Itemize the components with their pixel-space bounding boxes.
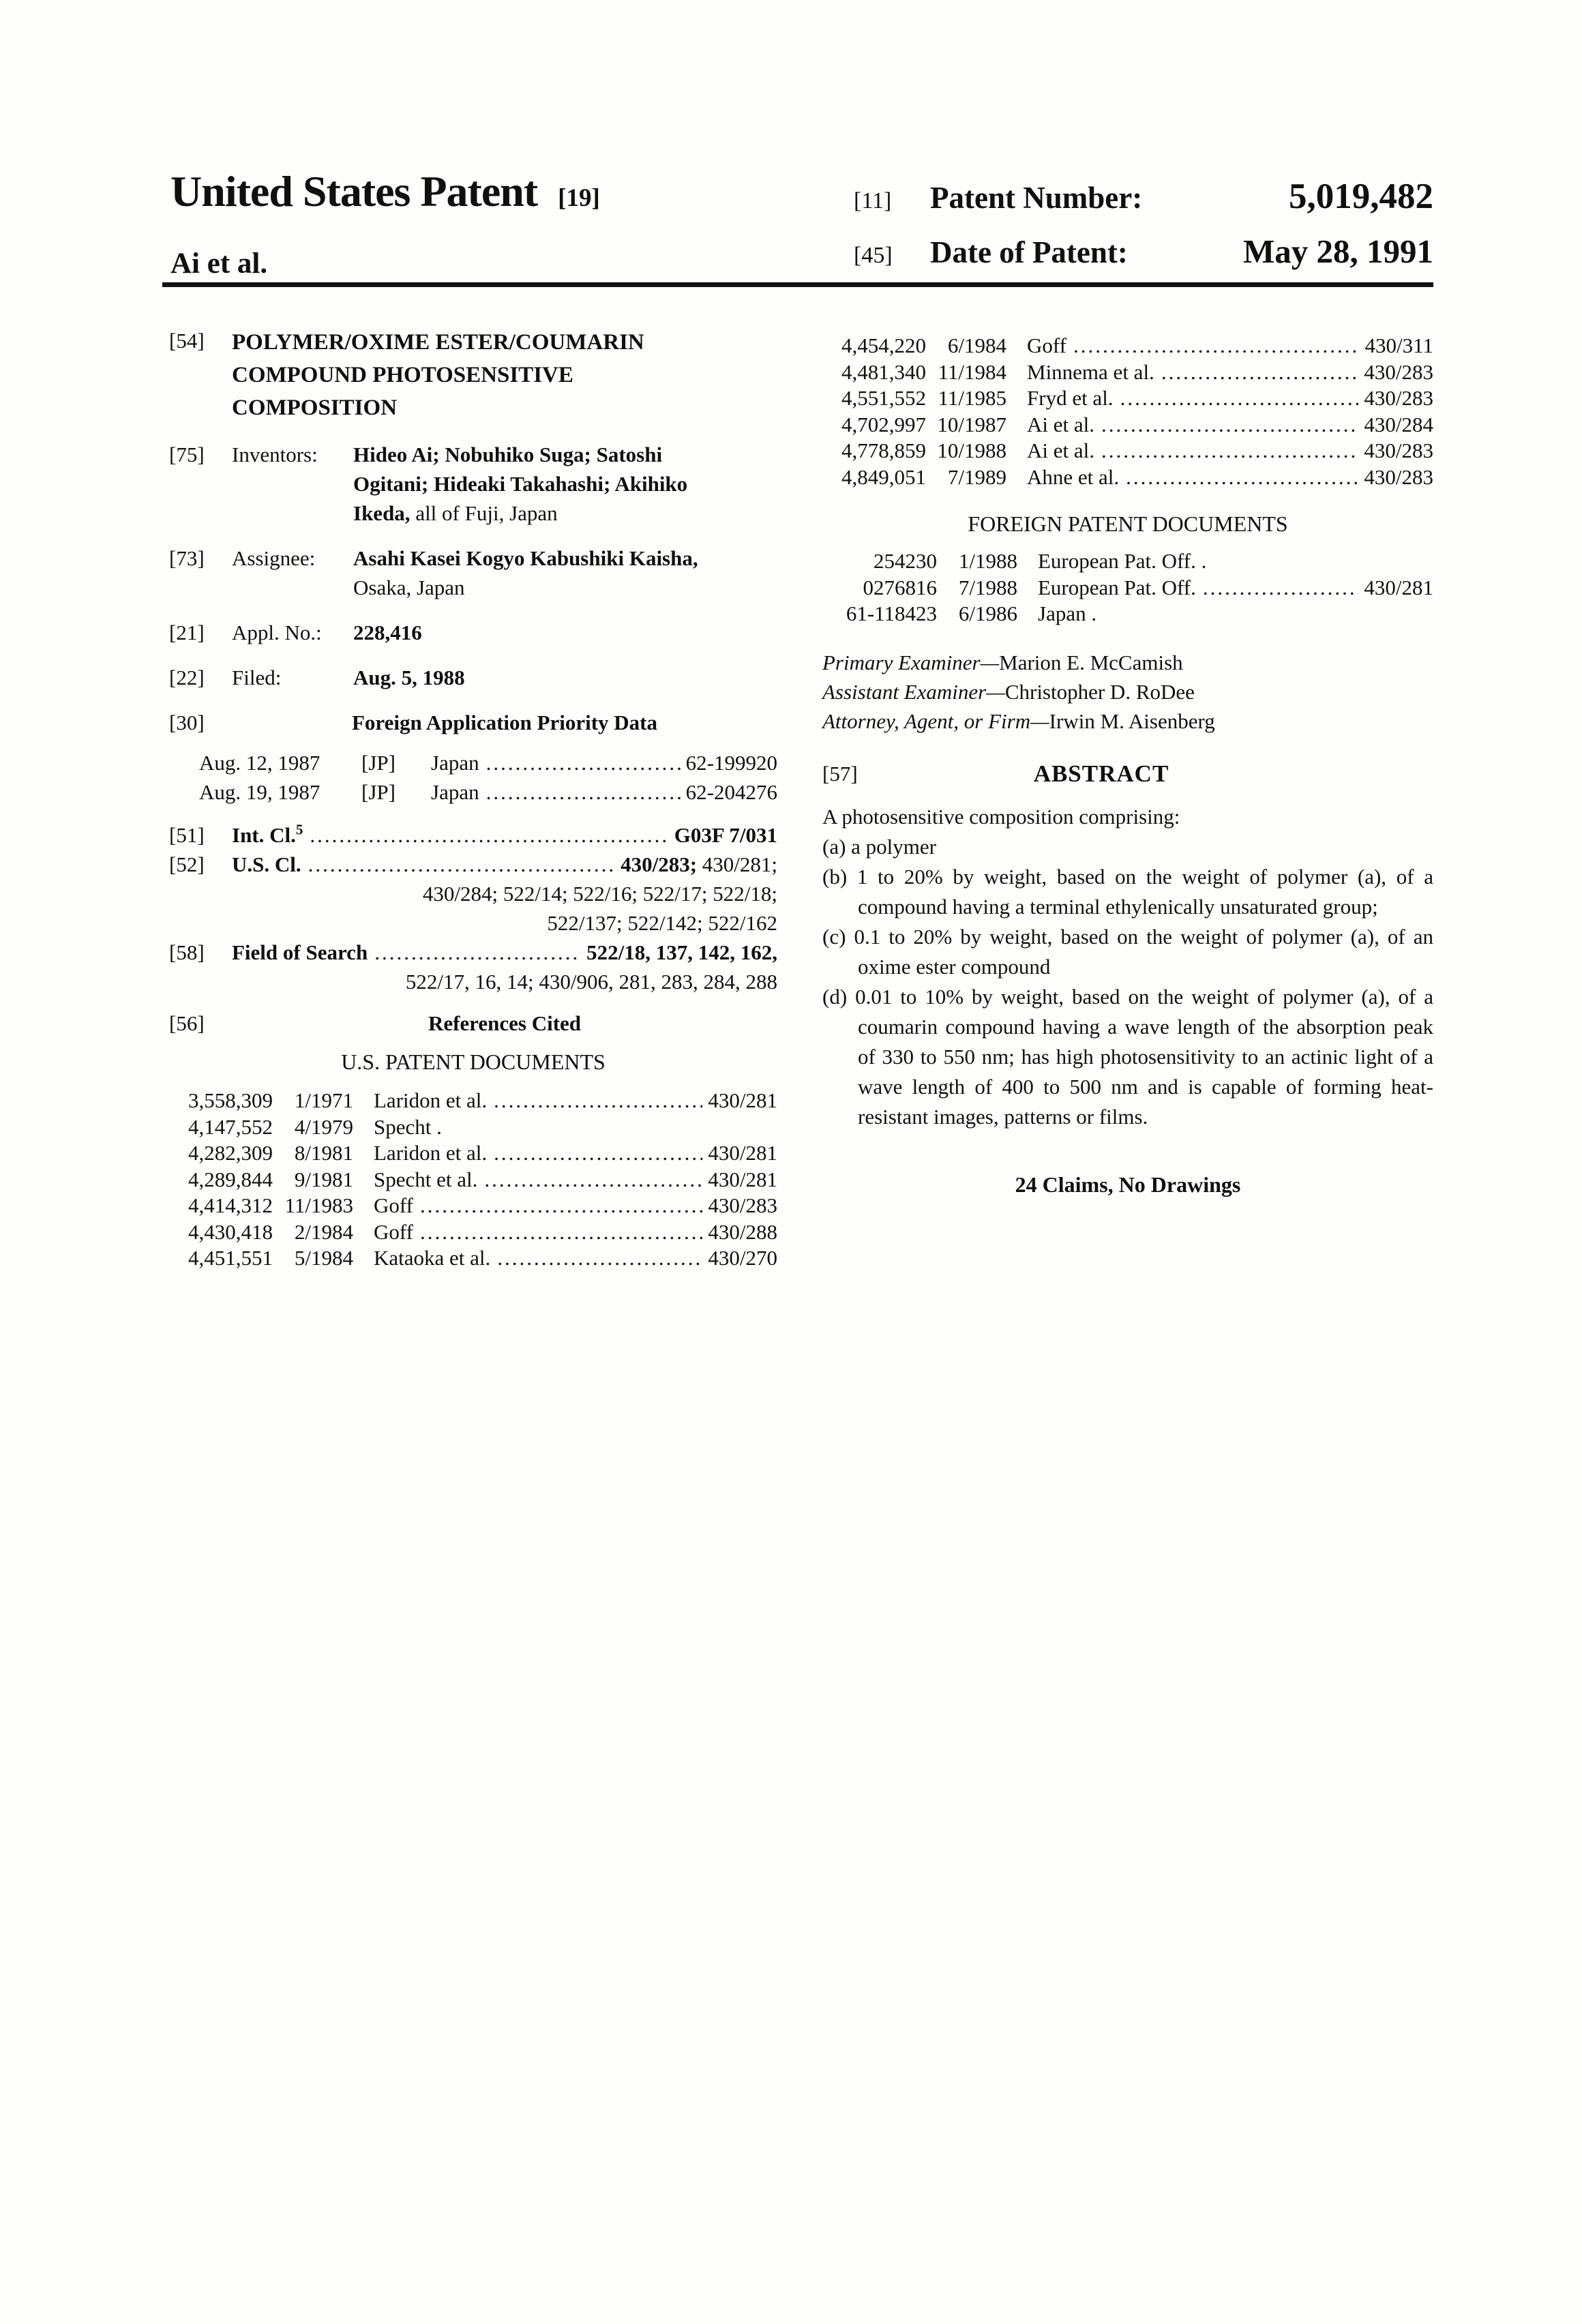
patent-number-label: Patent Number: — [930, 181, 1143, 215]
patent-country-cell: European Pat. Off. — [1038, 575, 1196, 599]
patent-country-cell: Japan . — [1038, 601, 1097, 625]
patent-number-cell: 4,289,844 — [188, 1167, 273, 1191]
examiner-lines — [822, 648, 1433, 736]
patent-date-cell: 6/1986 — [958, 601, 1017, 625]
patentee-name-cell: Specht et al. — [374, 1167, 478, 1191]
assignee-value: Asahi Kasei Kogyo Kabushiki Kaisha, Osaka, Japan — [353, 546, 698, 599]
us-patent-row — [169, 1140, 777, 1167]
field-of-search-label: Field of Search — [232, 940, 368, 964]
dot-leader — [420, 1193, 702, 1219]
patentee-name-cell: Goff — [1027, 333, 1066, 357]
section-us-cl-52 — [169, 850, 777, 938]
dot-leader — [1101, 412, 1358, 438]
patent-date-cell: 10/1988 — [937, 438, 1006, 462]
us-patent-rows-left — [169, 1088, 777, 1272]
filed-label: Filed: — [232, 666, 282, 689]
abstract-item: (a) a polymer — [822, 834, 936, 859]
abstract-body — [822, 802, 1433, 1132]
us-patent-row — [822, 359, 1433, 386]
us-patent-row — [822, 385, 1433, 412]
patentee-name-cell: Laridon et al. — [374, 1088, 488, 1112]
section-tag-30: [30] — [169, 711, 205, 734]
foreign-patent-documents-heading: FOREIGN PATENT DOCUMENTS — [968, 511, 1288, 536]
priority-number: 62-199920 — [685, 751, 777, 775]
priority-heading: Foreign Application Priority Data — [351, 711, 658, 734]
us-patent-row — [169, 1219, 777, 1246]
patent-number-cell: 4,551,552 — [841, 386, 926, 410]
section-tag-21: [21] — [169, 621, 205, 644]
patent-date-cell: 8/1981 — [294, 1141, 353, 1165]
patent-number-row — [854, 176, 1433, 217]
patent-date-label: Date of Patent: — [930, 235, 1128, 269]
patentee-name-cell: Ahne et al. — [1027, 464, 1120, 489]
patent-number-cell: 4,430,418 — [188, 1219, 273, 1244]
priority-row — [169, 777, 777, 807]
patentee-name-cell: Ai et al. — [1027, 412, 1094, 436]
priority-number: 62-204276 — [685, 780, 777, 804]
patentee-name-cell: Goff — [374, 1219, 413, 1244]
patent-date-cell: 7/1989 — [947, 464, 1006, 489]
patent-date-cell: 10/1987 — [937, 412, 1006, 436]
us-patent-rows-right — [822, 333, 1433, 490]
abstract-item: (b) 1 to 20% by weight, based on the weight of polymer (a), of a compound having a terminal ethylenically unsaturated group; — [822, 864, 1433, 919]
assignee-label: Assignee: — [232, 546, 316, 570]
patent-class-cell: 430/281 — [708, 1088, 777, 1112]
dot-leader — [494, 1088, 702, 1114]
priority-date: Aug. 19, 1987 — [199, 780, 320, 804]
dot-leader — [1120, 385, 1359, 412]
us-patent-row — [822, 438, 1433, 464]
us-cl-label: U.S. Cl. — [232, 852, 301, 876]
us-patent-row — [822, 333, 1433, 359]
patent-class-cell: 430/281 — [708, 1141, 777, 1165]
dot-leader — [310, 820, 668, 850]
patent-number-value: 5,019,482 — [1289, 177, 1433, 216]
dot-leader — [486, 777, 681, 807]
examiner-line — [822, 706, 1433, 736]
patent-class-cell: 430/284 — [1364, 412, 1433, 436]
patent-office-title: United States Patent — [170, 167, 538, 215]
claims-note: 24 Claims, No Drawings — [1015, 1172, 1241, 1197]
patent-date-cell: 5/1984 — [294, 1246, 353, 1270]
patent-number-cell: 4,282,309 — [188, 1141, 273, 1165]
patent-date-cell: 4/1979 — [294, 1114, 353, 1139]
patent-date-value: May 28, 1991 — [1243, 233, 1433, 270]
us-patent-documents-heading: U.S. PATENT DOCUMENTS — [341, 1049, 606, 1074]
appl-no-value: 228,416 — [353, 621, 422, 644]
priority-rows — [169, 748, 777, 807]
patent-date-cell: 9/1981 — [294, 1167, 353, 1191]
patent-number-cell: 0276816 — [863, 575, 937, 599]
patent-number-cell: 61-118423 — [846, 601, 937, 625]
us-patent-row — [169, 1245, 777, 1272]
patentee-name-cell: Fryd et al. — [1027, 386, 1114, 410]
int-cl-value: G03F 7/031 — [674, 823, 777, 847]
abstract-items — [822, 832, 1433, 1132]
patent-number-cell: 4,778,859 — [841, 438, 926, 462]
page-title — [170, 166, 600, 217]
section-tag-75: [75] — [169, 443, 205, 466]
dot-leader — [308, 850, 615, 879]
patent-number-cell: 3,558,309 — [188, 1088, 273, 1112]
patent-class-cell: 430/281 — [1364, 575, 1433, 599]
patent-date-cell: 11/1984 — [938, 359, 1006, 384]
examiner-name: Irwin M. Aisenberg — [1049, 709, 1215, 733]
patent-number-cell: 4,481,340 — [841, 359, 926, 384]
dot-leader — [494, 1140, 702, 1167]
us-patent-row — [169, 1088, 777, 1114]
right-column — [822, 333, 1433, 1200]
section-tag-57: [57] — [822, 761, 858, 786]
dot-leader — [1126, 464, 1358, 491]
foreign-patent-row — [822, 601, 1433, 627]
patent-number-cell: 4,702,997 — [841, 412, 926, 436]
patentee-name-cell: Laridon et al. — [374, 1141, 488, 1165]
patent-date-cell: 11/1983 — [284, 1193, 353, 1217]
int-cl-label: Int. Cl.$^5$ — [232, 821, 303, 847]
patent-number-tag: [11] — [854, 188, 892, 213]
priority-date: Aug. 12, 1987 — [199, 751, 320, 775]
header-divider-rule — [162, 282, 1433, 287]
priority-country: Japan — [431, 751, 479, 775]
dot-leader — [420, 1219, 702, 1246]
patentee-name-cell: Goff — [374, 1193, 413, 1217]
examiner-name: Christopher D. RoDee — [1004, 679, 1195, 704]
abstract-intro: A photosensitive composition comprising: — [822, 804, 1180, 829]
patent-class-cell: 430/270 — [708, 1246, 777, 1270]
priority-country: Japan — [431, 780, 479, 804]
us-patent-row — [822, 464, 1433, 491]
examiner-role-label: Primary Examiner— — [822, 650, 1000, 674]
abstract-item: (c) 0.1 to 20% by weight, based on the weight of polymer (a), of an oxime ester compound — [822, 924, 1433, 979]
patent-date-cell: 1/1988 — [958, 549, 1017, 573]
references-heading: References Cited — [428, 1011, 582, 1035]
patent-number-cell: 254230 — [874, 549, 937, 573]
section-priority-30 — [169, 708, 777, 737]
us-patent-row — [822, 412, 1433, 438]
patent-number-cell: 4,414,312 — [188, 1193, 273, 1217]
dot-leader — [1161, 359, 1359, 386]
dot-leader — [497, 1245, 702, 1272]
patent-class-cell: 430/283 — [1364, 464, 1433, 489]
patent-date-cell: 6/1984 — [947, 333, 1006, 357]
section-appl-no-21 — [169, 618, 777, 647]
patent-date-cell: 1/1971 — [294, 1088, 353, 1112]
patent-date-row — [854, 232, 1433, 271]
foreign-patent-rows — [822, 548, 1433, 627]
patent-country-cell: European Pat. Off. . — [1038, 549, 1207, 573]
section-tag-22: [22] — [169, 666, 205, 689]
examiner-line — [822, 648, 1433, 677]
inventors-value: Hideo Ai; Nobuhiko Suga; Satoshi Ogitani; Hideaki Takahashi; Akihiko Ikeda, all of Fuji, Japan — [353, 443, 688, 525]
dot-leader — [1203, 575, 1359, 601]
field-of-search-continuation: 522/17, 16, 14; 430/906, 281, 283, 284, 288 — [405, 970, 777, 994]
patent-class-cell: 430/283 — [1364, 359, 1433, 384]
section-int-cl-51 — [169, 820, 777, 850]
kind-code-tag: [19] — [558, 184, 600, 212]
dot-leader — [374, 938, 581, 967]
section-tag-54: [54] — [169, 329, 205, 353]
section-references-56 — [169, 1009, 777, 1038]
patent-class-cell: 430/283 — [708, 1193, 777, 1217]
foreign-patent-row — [822, 548, 1433, 575]
patent-class-cell: 430/311 — [1364, 333, 1433, 357]
section-field-of-search-58 — [169, 938, 777, 996]
dot-leader — [1101, 438, 1358, 464]
priority-row — [169, 748, 777, 777]
examiner-role-label: Assistant Examiner— — [822, 679, 1005, 704]
patent-class-cell: 430/288 — [708, 1219, 777, 1244]
field-of-search-value: 522/18, 137, 142, 162, — [586, 940, 777, 964]
patentee-name-cell: Minnema et al. — [1027, 359, 1154, 384]
patent-date-cell: 11/1985 — [938, 386, 1006, 410]
us-cl-value: 430/283; 430/281; — [621, 852, 777, 876]
section-filed-22 — [169, 663, 777, 692]
patent-class-cell: 430/283 — [1364, 438, 1433, 462]
dot-leader — [486, 748, 681, 777]
header-right-block — [854, 176, 1433, 286]
section-title-54 — [169, 326, 777, 424]
dot-leader — [484, 1167, 702, 1193]
abstract-heading-row — [822, 759, 1433, 788]
us-cl-continuation: 430/284; 522/14; 522/16; 522/17; 522/18; — [422, 882, 777, 906]
patent-class-cell: 430/283 — [1364, 386, 1433, 410]
abstract-heading: ABSTRACT — [1033, 760, 1169, 787]
left-column — [169, 326, 777, 1272]
section-tag-73: [73] — [169, 546, 205, 570]
patent-date-tag: [45] — [854, 243, 893, 268]
priority-country-tag: [JP] — [361, 780, 395, 804]
patent-authors: Ai et al. — [170, 248, 268, 280]
us-patent-row — [169, 1167, 777, 1193]
patent-date-cell: 2/1984 — [294, 1219, 353, 1244]
section-tag-52: [52] — [169, 852, 205, 876]
examiner-role-label: Attorney, Agent, or Firm— — [822, 709, 1049, 733]
section-tag-56: [56] — [169, 1011, 205, 1035]
patentee-name-cell: Specht . — [374, 1114, 442, 1139]
appl-no-label: Appl. No.: — [232, 621, 322, 644]
abstract-item: (d) 0.01 to 10% by weight, based on the weight of polymer (a), of a coumarin compound having a wave length of the absorption peak of 330 to 550 nm; has high photosensitivity to an actinic light of a wave length of 400 to 500 nm and is capable of forming heat-resistant images, patterns or films. — [822, 984, 1433, 1129]
us-cl-continuation: 522/137; 522/142; 522/162 — [547, 911, 777, 935]
section-tag-51: [51] — [169, 823, 205, 847]
inventors-label: Inventors: — [232, 443, 318, 466]
invention-title: POLYMER/OXIME ESTER/COUMARIN COMPOUND PHOTOSENSITIVE COMPOSITION — [232, 330, 644, 420]
patentee-name-cell: Kataoka et al. — [374, 1246, 491, 1270]
filed-value: Aug. 5, 1988 — [353, 666, 465, 689]
us-patent-row — [169, 1193, 777, 1219]
dot-leader — [1073, 333, 1360, 359]
patent-number-cell: 4,849,051 — [841, 464, 926, 489]
patent-class-cell: 430/281 — [708, 1167, 777, 1191]
section-assignee-73 — [169, 543, 777, 602]
foreign-patent-row — [822, 575, 1433, 601]
section-tag-58: [58] — [169, 940, 205, 964]
patent-number-cell: 4,451,551 — [188, 1246, 273, 1270]
us-patent-row — [169, 1114, 777, 1141]
section-inventors-75 — [169, 440, 777, 528]
patent-date-cell: 7/1988 — [958, 575, 1017, 599]
patent-number-cell: 4,147,552 — [188, 1114, 273, 1139]
examiner-line — [822, 677, 1433, 706]
patent-number-cell: 4,454,220 — [841, 333, 926, 357]
examiner-name: Marion E. McCamish — [999, 650, 1183, 674]
priority-country-tag: [JP] — [361, 751, 395, 775]
patentee-name-cell: Ai et al. — [1027, 438, 1094, 462]
